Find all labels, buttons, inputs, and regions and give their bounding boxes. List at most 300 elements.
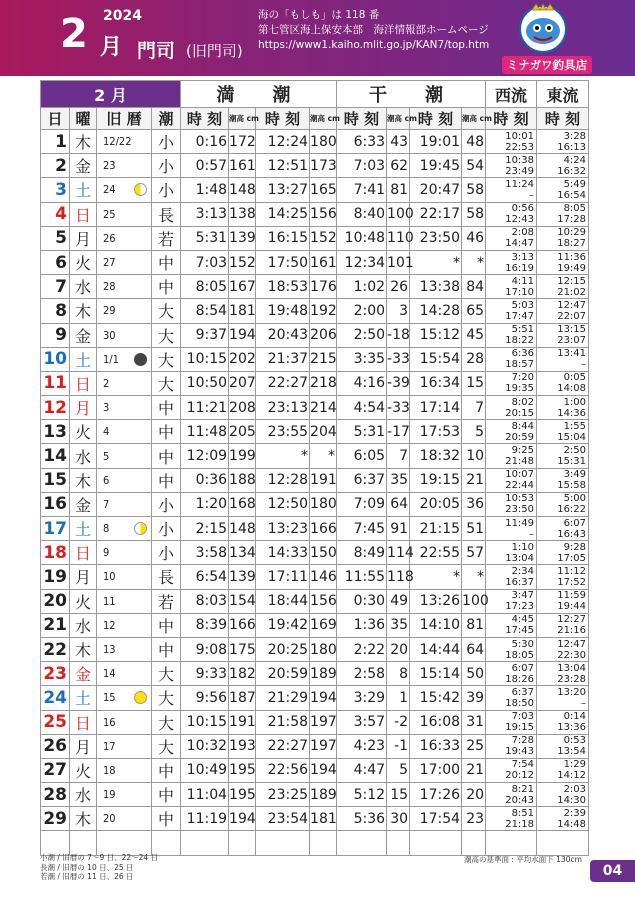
east-flow-time: 21:02 [557, 286, 587, 298]
high-tide-time-2: 20:59 [256, 662, 310, 686]
col-high-time-1: 時 刻 [181, 108, 229, 130]
low-tide-time-2: 20:47 [410, 178, 462, 202]
tide-type-cell: 小 [152, 541, 181, 565]
tide-type-cell: 中 [152, 613, 181, 637]
high-tide-time-2: 22:27 [256, 371, 310, 395]
west-flow-time: 5:30 [511, 638, 535, 650]
low-tide-time-2: 14:44 [410, 637, 462, 661]
west-flow-times [486, 686, 537, 710]
lunar-date-text: 20 [103, 812, 116, 826]
high-tide-time-1: 10:49 [181, 758, 229, 782]
weekday-cell: 金 [70, 323, 97, 347]
low-tide-time-1: 2:50 [337, 323, 387, 347]
east-flow-time: 16:32 [557, 165, 587, 177]
high-tide-time-2: 19:42 [256, 613, 310, 637]
day-cell: 22 [41, 637, 70, 661]
west-flow-time: 10:07 [505, 469, 535, 481]
table-row [41, 371, 589, 395]
east-flow-times [537, 178, 589, 202]
east-flow-time: 5:00 [563, 493, 587, 505]
weekday-cell: 金 [70, 154, 97, 178]
low-tide-time-2: 19:15 [410, 468, 462, 492]
table-row [41, 178, 589, 202]
weekday-cell: 木 [70, 637, 97, 661]
low-tide-height-1: 64 [387, 492, 410, 516]
high-tide-time-2: 12:50 [256, 492, 310, 516]
high-tide-time-1: 1:48 [181, 178, 229, 202]
west-flow-time: 2:08 [511, 227, 535, 239]
high-tide-time-1: 5:31 [181, 226, 229, 250]
east-flow-time: 22:07 [557, 310, 587, 322]
low-tide-time-2: 16:34 [410, 371, 462, 395]
east-flow-time: 2:50 [563, 445, 587, 457]
low-tide-height-2: 5 [462, 420, 486, 444]
west-flow-time: 18:57 [505, 359, 535, 371]
low-tide-time-2: 22:17 [410, 202, 462, 226]
tide-type-cell: 大 [152, 734, 181, 758]
low-tide-height-1: -1 [387, 734, 410, 758]
east-flow-time: 16:22 [557, 504, 587, 516]
high-tide-time-2: 22:56 [256, 758, 310, 782]
east-flow-times [537, 783, 589, 807]
tide-type-cell: 中 [152, 637, 181, 661]
low-tide-height-1: 81 [387, 178, 410, 202]
east-flow-time: 0:53 [563, 735, 587, 747]
table-row [41, 783, 589, 807]
low-tide-time-1: 2:22 [337, 637, 387, 661]
low-tide-time-1: 5:12 [337, 783, 387, 807]
col-weekday: 曜 [70, 108, 97, 130]
high-tide-height-2: 169 [310, 613, 337, 637]
lunar-date-cell [97, 130, 152, 154]
east-flow-times [537, 396, 589, 420]
tide-type-cell: 小 [152, 492, 181, 516]
west-flow-time: 19:35 [505, 383, 535, 395]
west-flow-times [486, 299, 537, 323]
low-tide-height-2: 7 [462, 396, 486, 420]
high-tide-time-2: 23:54 [256, 807, 310, 831]
low-tide-time-1: 1:02 [337, 275, 387, 299]
east-flow-times [537, 154, 589, 178]
low-tide-height-2: 54 [462, 154, 486, 178]
low-tide-time-2: 17:53 [410, 420, 462, 444]
high-tide-height-2: 181 [310, 807, 337, 831]
fish-mascot-icon [512, 4, 574, 54]
west-flow-time: 21:48 [505, 456, 535, 468]
header-info-line: 海の「もしも」は 118 番 [258, 9, 380, 21]
high-tide-time-2: * [256, 444, 310, 468]
low-tide-height-1: -39 [387, 371, 410, 395]
west-flow-time: 5:51 [511, 324, 535, 336]
lunar-date-text: 14 [103, 667, 116, 681]
low-tide-height-1: 114 [387, 541, 410, 565]
high-tide-time-2: 23:25 [256, 783, 310, 807]
table-row [41, 734, 589, 758]
high-tide-height-1: 195 [229, 783, 256, 807]
high-tide-time-1: 6:54 [181, 565, 229, 589]
high-tide-time-2: 13:27 [256, 178, 310, 202]
east-flow-time: 13:15 [557, 324, 587, 336]
low-tide-time-2: 14:28 [410, 299, 462, 323]
west-flow-time: 6:37 [511, 686, 535, 698]
day-cell: 19 [41, 565, 70, 589]
east-flow-times [537, 613, 589, 637]
high-tide-height-2: 197 [310, 734, 337, 758]
low-tide-height-2: 81 [462, 613, 486, 637]
high-tide-height-2: 215 [310, 347, 337, 371]
high-tide-height-1: 134 [229, 541, 256, 565]
col-high-height-2 [310, 108, 340, 130]
low-tide-time-1: 5:31 [337, 420, 387, 444]
tide-type-cell: 中 [152, 758, 181, 782]
low-tide-height-1: 62 [387, 154, 410, 178]
high-tide-height-1: 188 [229, 468, 256, 492]
table-row [41, 347, 589, 371]
lunar-date-text: 29 [103, 304, 116, 318]
header-month-kanji: 月 [100, 35, 123, 60]
lunar-date-cell [97, 637, 152, 661]
low-tide-height-2: 100 [462, 589, 486, 613]
low-tide-time-1: 5:36 [337, 807, 387, 831]
east-flow-time: 17:52 [557, 576, 587, 588]
high-tide-time-1: 10:32 [181, 734, 229, 758]
table-row [41, 662, 589, 686]
west-flow-times [486, 734, 537, 758]
high-tide-time-1: 8:39 [181, 613, 229, 637]
lunar-date-cell [97, 347, 152, 371]
high-tide-time-1: 11:21 [181, 396, 229, 420]
lunar-date-cell [97, 662, 152, 686]
west-flow-time: 8:51 [511, 807, 535, 819]
tide-type-cell: 大 [152, 662, 181, 686]
lunar-date-text: 5 [103, 449, 110, 463]
high-tide-height-2: 161 [310, 250, 337, 274]
low-tide-time-2: 20:05 [410, 492, 462, 516]
low-tide-height-1: 7 [387, 444, 410, 468]
col-low-height-1 [387, 108, 417, 130]
high-tide-time-1: 11:48 [181, 420, 229, 444]
east-flow-times [537, 323, 589, 347]
low-tide-time-1: 3:57 [337, 710, 387, 734]
high-tide-time-1: 9:08 [181, 637, 229, 661]
low-tide-time-2: 16:33 [410, 734, 462, 758]
east-flow-times [537, 710, 589, 734]
table-row [41, 275, 589, 299]
high-tide-time-1: 8:05 [181, 275, 229, 299]
low-tide-height-2: 65 [462, 299, 486, 323]
west-flow-times [486, 468, 537, 492]
low-tide-time-1: 7:41 [337, 178, 387, 202]
tide-table [40, 80, 589, 856]
east-flow-time: 13:04 [557, 662, 587, 674]
west-flow-time: 19:43 [505, 746, 535, 758]
high-tide-height-1: 172 [229, 130, 256, 154]
tide-type-cell: 中 [152, 275, 181, 299]
low-tide-height-2: 31 [462, 710, 486, 734]
west-flow-time: 20:43 [505, 794, 535, 806]
high-tide-height-2: 173 [310, 154, 337, 178]
table-row [41, 250, 589, 274]
east-flow-times [537, 686, 589, 710]
east-flow-times [537, 565, 589, 589]
high-tide-height-1: 202 [229, 347, 256, 371]
east-flow-times [537, 250, 589, 274]
west-flow-time: 14:47 [505, 238, 535, 250]
low-tide-height-2: 64 [462, 637, 486, 661]
weekday-cell: 火 [70, 250, 97, 274]
east-flow-time: 1:29 [563, 759, 587, 771]
low-tide-time-1: 2:58 [337, 662, 387, 686]
tide-table-body [41, 130, 589, 831]
low-tide-height-1: 3 [387, 299, 410, 323]
header-info-url[interactable]: https://www1.kaiho.mlit.go.jp/KAN7/top.htm [258, 39, 490, 51]
note-line: 小潮 / 旧暦の 7～9 日、22～24 日 [40, 853, 159, 862]
high-tide-time-1: 8:03 [181, 589, 229, 613]
west-flow-time: 23:49 [505, 165, 535, 177]
west-flow-times [486, 637, 537, 661]
low-tide-height-2: * [462, 250, 486, 274]
high-tide-height-1: 208 [229, 396, 256, 420]
east-flow-times [537, 517, 589, 541]
east-flow-time: 0:14 [563, 711, 587, 723]
empty-row [41, 831, 589, 855]
west-flow-time: 18:22 [505, 335, 535, 347]
tide-type-cell: 中 [152, 250, 181, 274]
day-cell: 7 [41, 275, 70, 299]
east-flow-time: 14:12 [557, 770, 587, 782]
east-flow-times [537, 734, 589, 758]
high-tide-height-1: 207 [229, 371, 256, 395]
weekday-cell: 水 [70, 783, 97, 807]
west-flow-time: 21:18 [505, 818, 535, 830]
day-cell: 27 [41, 758, 70, 782]
low-tide-time-1: 7:03 [337, 154, 387, 178]
low-tide-height-1: 43 [387, 130, 410, 154]
low-tide-time-2: 22:55 [410, 541, 462, 565]
low-tide-height-2: 57 [462, 541, 486, 565]
day-cell: 26 [41, 734, 70, 758]
west-flow-times [486, 758, 537, 782]
west-flow-time: 7:54 [511, 759, 535, 771]
lunar-date-text: 24 [103, 183, 116, 197]
table-row [41, 323, 589, 347]
west-flow-time: 12:43 [505, 214, 535, 226]
high-tide-time-1: 9:33 [181, 662, 229, 686]
tide-notes [40, 853, 158, 882]
high-tide-height-2: 214 [310, 396, 337, 420]
east-flow-time: 12:15 [557, 275, 587, 287]
high-tide-height-1: 148 [229, 178, 256, 202]
lunar-date-text: 10 [103, 570, 116, 584]
low-tide-height-1: 26 [387, 275, 410, 299]
high-tide-time-2: 20:25 [256, 637, 310, 661]
west-flow-header: 西流 [486, 81, 537, 108]
table-row [41, 154, 589, 178]
lunar-date-cell [97, 226, 152, 250]
day-cell: 15 [41, 468, 70, 492]
high-tide-height-1: 195 [229, 758, 256, 782]
high-tide-time-2: 17:50 [256, 250, 310, 274]
low-tide-time-1: 10:48 [337, 226, 387, 250]
low-tide-height-2: 45 [462, 323, 486, 347]
east-flow-time: 16:54 [557, 189, 587, 201]
table-row [41, 226, 589, 250]
west-flow-times [486, 662, 537, 686]
east-flow-time: 14:48 [557, 818, 587, 830]
lunar-date-cell [97, 396, 152, 420]
high-tide-time-1: 11:19 [181, 807, 229, 831]
high-tide-time-1: 10:50 [181, 371, 229, 395]
tide-type-cell: 小 [152, 517, 181, 541]
west-flow-times [486, 178, 537, 202]
high-tide-height-2: 204 [310, 420, 337, 444]
tide-type-cell: 大 [152, 710, 181, 734]
east-flow-time: – [581, 359, 587, 371]
low-tide-height-1: 15 [387, 783, 410, 807]
low-tide-height-2: 21 [462, 468, 486, 492]
east-flow-time: 1:00 [563, 396, 587, 408]
day-cell: 10 [41, 347, 70, 371]
tide-type-cell: 若 [152, 589, 181, 613]
weekday-cell: 土 [70, 178, 97, 202]
table-row [41, 807, 589, 831]
east-flow-times [537, 468, 589, 492]
high-tide-time-2: 19:48 [256, 299, 310, 323]
east-flow-time: 9:28 [563, 541, 587, 553]
west-flow-time: 16:19 [505, 262, 535, 274]
low-tide-height-2: 25 [462, 734, 486, 758]
high-tide-height-1: 166 [229, 613, 256, 637]
high-tide-height-2: 165 [310, 178, 337, 202]
low-tide-height-1: -33 [387, 347, 410, 371]
east-flow-time: 16:43 [557, 528, 587, 540]
high-tide-time-2: 20:43 [256, 323, 310, 347]
west-flow-times [486, 541, 537, 565]
low-tide-time-2: 17:00 [410, 758, 462, 782]
high-tide-height-1: 139 [229, 565, 256, 589]
high-tide-height-1: 205 [229, 420, 256, 444]
high-tide-height-1: 148 [229, 517, 256, 541]
lunar-date-text: 9 [103, 546, 110, 560]
header-info-line: 第七管区海上保安本部 海洋情報部ホームページ [258, 24, 489, 36]
weekday-cell: 土 [70, 686, 97, 710]
base-level-note: 潮高の基準面 : 平均水面下 130cm [464, 855, 582, 864]
low-tide-height-1: 5 [387, 758, 410, 782]
tide-type-cell: 若 [152, 226, 181, 250]
high-tide-height-1: 199 [229, 444, 256, 468]
east-flow-time: 12:47 [557, 638, 587, 650]
day-cell: 23 [41, 662, 70, 686]
high-tide-time-1: 0:36 [181, 468, 229, 492]
month-label: 2 月 [41, 81, 181, 108]
west-flow-time: 16:37 [505, 576, 535, 588]
weekday-cell: 金 [70, 492, 97, 516]
col-day: 日 [41, 108, 70, 130]
low-tide-time-2: 17:14 [410, 396, 462, 420]
high-tide-time-1: 10:15 [181, 347, 229, 371]
high-tide-height-2: 218 [310, 371, 337, 395]
east-flow-time: 11:59 [557, 590, 587, 602]
west-flow-time: 5:03 [511, 299, 535, 311]
low-tide-time-1: 6:05 [337, 444, 387, 468]
low-tide-time-1: 4:47 [337, 758, 387, 782]
west-flow-time: 17:47 [505, 310, 535, 322]
east-flow-time: 23:07 [557, 335, 587, 347]
low-tide-time-2: 16:08 [410, 710, 462, 734]
east-flow-times [537, 299, 589, 323]
high-tide-height-2: 194 [310, 758, 337, 782]
low-tide-height-2: 48 [462, 130, 486, 154]
low-tide-height-1: 100 [387, 202, 410, 226]
shop-logo-text: ミナガワ釣具店 [502, 56, 592, 74]
east-flow-time: 15:31 [557, 456, 587, 468]
cm-label: 潮高 cm [462, 113, 492, 123]
east-flow-times [537, 371, 589, 395]
east-flow-times [537, 492, 589, 516]
east-flow-times [537, 758, 589, 782]
east-flow-time: 10:29 [557, 227, 587, 239]
west-flow-time: 2:34 [511, 565, 535, 577]
high-tide-height-2: 197 [310, 710, 337, 734]
lunar-date-cell [97, 589, 152, 613]
col-high-height-1 [229, 108, 259, 130]
weekday-cell: 水 [70, 613, 97, 637]
lunar-date-cell [97, 178, 152, 202]
east-flow-time: 14:36 [557, 407, 587, 419]
high-tide-height-1: 138 [229, 202, 256, 226]
low-tide-time-1: 4:54 [337, 396, 387, 420]
east-flow-time: 15:04 [557, 431, 587, 443]
high-tide-time-2: 22:27 [256, 734, 310, 758]
col-east-time: 時 刻 [537, 108, 589, 130]
tide-type-cell: 中 [152, 807, 181, 831]
west-flow-time: 10:53 [505, 493, 535, 505]
low-tide-height-1: 118 [387, 565, 410, 589]
east-flow-time: 17:28 [557, 214, 587, 226]
east-flow-time: 14:08 [557, 383, 587, 395]
weekday-cell: 火 [70, 758, 97, 782]
low-tide-height-1: -33 [387, 396, 410, 420]
low-tide-time-1: 6:37 [337, 468, 387, 492]
low-tide-time-1: 3:29 [337, 686, 387, 710]
lunar-date-text: 30 [103, 328, 116, 342]
west-flow-time: 7:28 [511, 735, 535, 747]
lunar-date-text: 16 [103, 715, 116, 729]
weekday-cell: 月 [70, 565, 97, 589]
day-cell: 2 [41, 154, 70, 178]
lunar-date-cell [97, 517, 152, 541]
tide-type-cell: 長 [152, 202, 181, 226]
lunar-date-cell [97, 807, 152, 831]
high-tide-time-1: 3:13 [181, 202, 229, 226]
lunar-date-text: 7 [103, 497, 110, 511]
weekday-cell: 火 [70, 420, 97, 444]
half-moon-icon [134, 522, 147, 535]
west-flow-time: 17:45 [505, 625, 535, 637]
high-tide-time-1: 3:58 [181, 541, 229, 565]
day-cell: 14 [41, 444, 70, 468]
tide-type-cell: 大 [152, 371, 181, 395]
day-cell: 18 [41, 541, 70, 565]
low-tide-height-2: 50 [462, 662, 486, 686]
east-flow-times [537, 347, 589, 371]
weekday-cell: 日 [70, 202, 97, 226]
lunar-date-cell [97, 686, 152, 710]
weekday-cell: 月 [70, 734, 97, 758]
east-flow-time: 13:20 [557, 686, 587, 698]
weekday-cell: 木 [70, 807, 97, 831]
day-cell: 20 [41, 589, 70, 613]
